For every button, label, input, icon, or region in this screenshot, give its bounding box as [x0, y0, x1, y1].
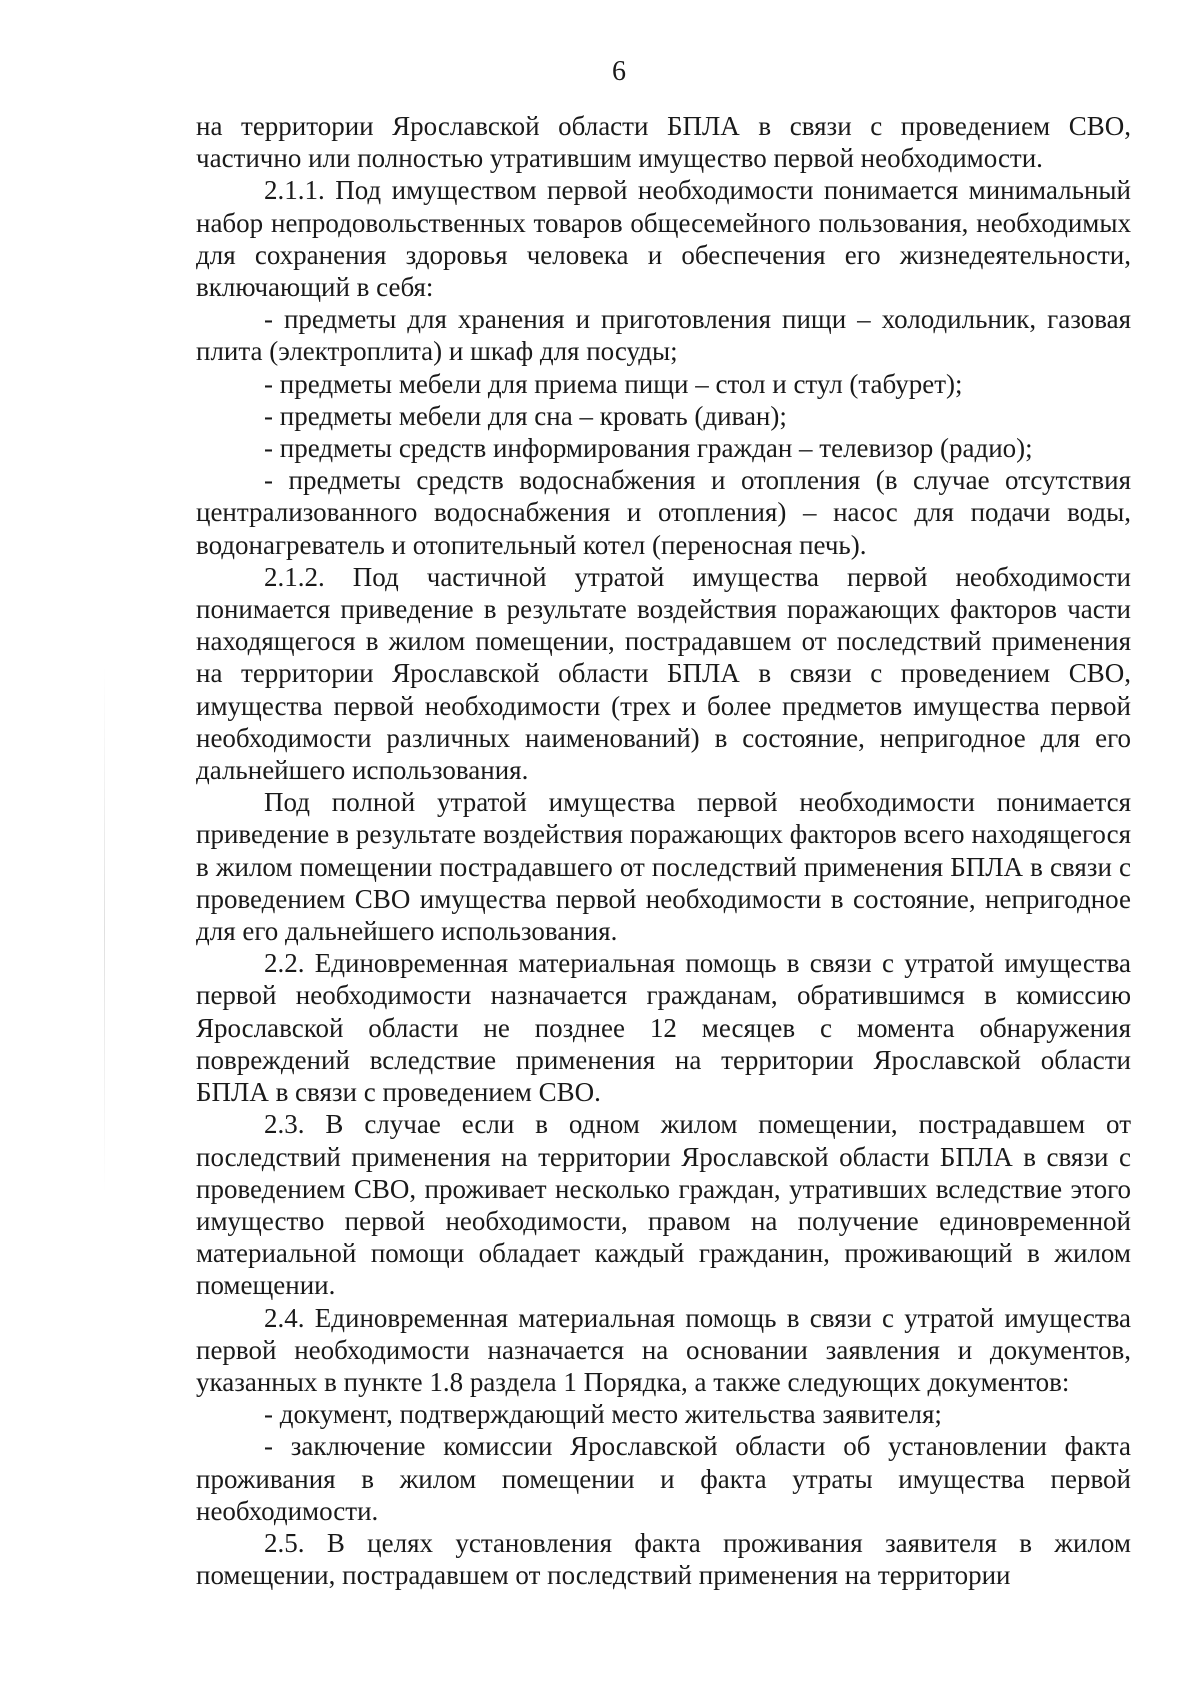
list-item-water-heating: - предметы средств водоснабжения и отопления (в случае отсутствия централизованного водоснабжения и отопления) – насос для подачи воды, водонагреватель и отопительный котел (переносная печь).: [196, 465, 1131, 560]
paragraph-intro-continued: на территории Ярославской области БПЛА в связи с проведением СВО, частично или полностью утратившим имущество первой необходимости.: [196, 111, 1131, 174]
list-item-residence-document: - документ, подтверждающий место жительства заявителя;: [264, 1399, 942, 1430]
page-number: 6: [612, 56, 626, 87]
body-text: [196, 110, 1131, 1591]
paragraph-2-5: 2.5. В целях установления факта проживания заявителя в жилом помещении, пострадавшем от последствий применения на территории: [196, 1527, 1131, 1591]
paragraph-2-3: 2.3. В случае если в одном жилом помещении, пострадавшем от последствий применения на территории Ярославской области БПЛА в связи с проведением СВО, проживает несколько граждан, утративших вследствие этого имущество первой необходимости, правом на получение единовременной материальной помощи обладает каждый гражданин, проживающий в жилом помещении.: [196, 1109, 1131, 1301]
list-item-food-storage: - предметы для хранения и приготовления пищи – холодильник, газовая плита (электроплита) и шкаф для посуды;: [196, 304, 1131, 367]
list-item-commission-conclusion: - заключение комиссии Ярославской области об установлении факта проживания в жилом помещении и факта утраты имущества первой необходимости.: [196, 1431, 1131, 1526]
paragraph-2-4: 2.4. Единовременная материальная помощь в связи с утратой имущества первой необходимости назначается на основании заявления и документов, указанных в пункте 1.8 раздела 1 Порядка, а также следующих документов:: [196, 1302, 1131, 1397]
paragraph-2-1-2: 2.1.2. Под частичной утратой имущества первой необходимости понимается приведение в результате воздействия поражающих факторов части находящегося в жилом помещении, пострадавшем от последствий применения на территории Ярославской области БПЛА в связи с проведением СВО, имущества первой необходимости (трех и более предметов имущества первой необходимости различных наименований) в состояние, непригодное для его дальнейшего использования.: [196, 561, 1131, 786]
paragraph-2-1-1: 2.1.1. Под имуществом первой необходимости понимается минимальный набор непродовольственных товаров общесемейного пользования, необходимых для сохранения здоровья человека и обеспечения его жизнедеятельности, включающий в себя:: [196, 175, 1131, 303]
list-item-sleeping-furniture: - предметы мебели для сна – кровать (диван);: [264, 400, 787, 431]
scan-artifact-line: [104, 665, 105, 1195]
paragraph-2-2: 2.2. Единовременная материальная помощь в связи с утратой имущества первой необходимости назначается гражданам, обратившимся в комиссию Ярославской области не позднее 12 месяцев с момента обнаружения повреждений вследствие применения на территории Ярославской области БПЛА в связи с проведением СВО.: [196, 948, 1131, 1108]
list-item-information-devices: - предметы средств информирования граждан – телевизор (радио);: [264, 433, 1033, 464]
paragraph-full-loss: Под полной утратой имущества первой необходимости понимается приведение в результате воздействия поражающих факторов всего находящегося в жилом помещении пострадавшего от последствий применения БПЛА в связи с проведением СВО имущества первой необходимости в состояние, непригодное для его дальнейшего использования.: [196, 787, 1131, 947]
list-item-dining-furniture: - предметы мебели для приема пищи – стол и стул (табурет);: [264, 368, 963, 399]
